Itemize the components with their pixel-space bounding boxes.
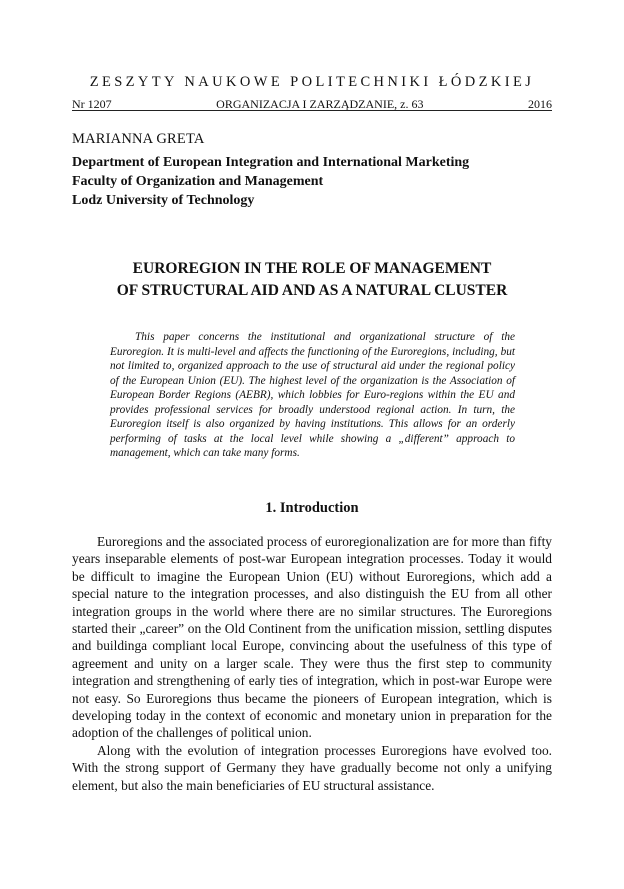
issue-number: Nr 1207	[72, 97, 112, 111]
author-name: MARIANNA GRETA	[72, 131, 205, 147]
affiliation-department: Department of European Integration and International Marketing	[72, 155, 470, 170]
paper-title	[62, 258, 562, 302]
body-paragraph-1: Euroregions and the associated process of euroregionalization are for more than fifty years inseparable elements of post-war European integration processes. Today it would be difficult to imagine the European Union (EU) without Euroregions, which add a special nature to the integration processes, and also distinguish the EU from all other integration groups in the world where there are no similar structures. The Euroregions started their „career” on the Old Continent from the unification mission, settling disputes and buildinga compliant local Europe, convincing about the usefulness of this type of agreement and unity on a larger scale. They were thus the first step to community integration and strengthening of early ties of integration, which in post-war Europe were not easy. So Euroregions thus became the pioneers of European integration, which is developing today in the context of economic and monetary union in preparation for the adoption of the challenges of political union.	[72, 534, 552, 741]
header-rule	[72, 110, 552, 111]
section-body	[72, 533, 552, 794]
publication-year: 2016	[527, 97, 552, 111]
paper-title-line-2: OF STRUCTURAL AID AND AS A NATURAL CLUSTER	[116, 282, 508, 299]
paper-title-line-1: EUROREGION IN THE ROLE OF MANAGEMENT	[132, 260, 492, 277]
body-paragraph-2: Along with the evolution of integration processes Euroregions have evolved too. With the strong support of Germany they have gradually become not only a unifying element, but also the main beneficiaries of EU structural assistance.	[72, 742, 552, 793]
author-affiliations	[72, 153, 552, 210]
abstract: This paper concerns the institutional and organizational structure of the Euroregion. It is multi-level and affects the functioning of the Euroregions, including, but not limited to, organized approach to the use of structural aid under the regional policy of the European Union (EU). The highest level of the organization is the Association of European Border Regions (AEBR), which lobbies for Euro-regions within the EU and provides professional services for broadly understood regional action. In turn, the Euroregion itself is also organized by having institutions. This allows for an orderly performing of tasks at the local level while showing a „different” approach to management, which can take many forms.	[110, 331, 515, 459]
section-heading: 1. Introduction	[265, 500, 359, 516]
affiliation-faculty: Faculty of Organization and Management	[72, 174, 324, 189]
journal-name: ZESZYTY NAUKOWE POLITECHNIKI ŁÓDZKIEJ	[89, 74, 535, 90]
affiliation-university: Lodz University of Technology	[72, 193, 255, 208]
journal-series: ORGANIZACJA I ZARZĄDZANIE, z. 63	[216, 97, 424, 111]
